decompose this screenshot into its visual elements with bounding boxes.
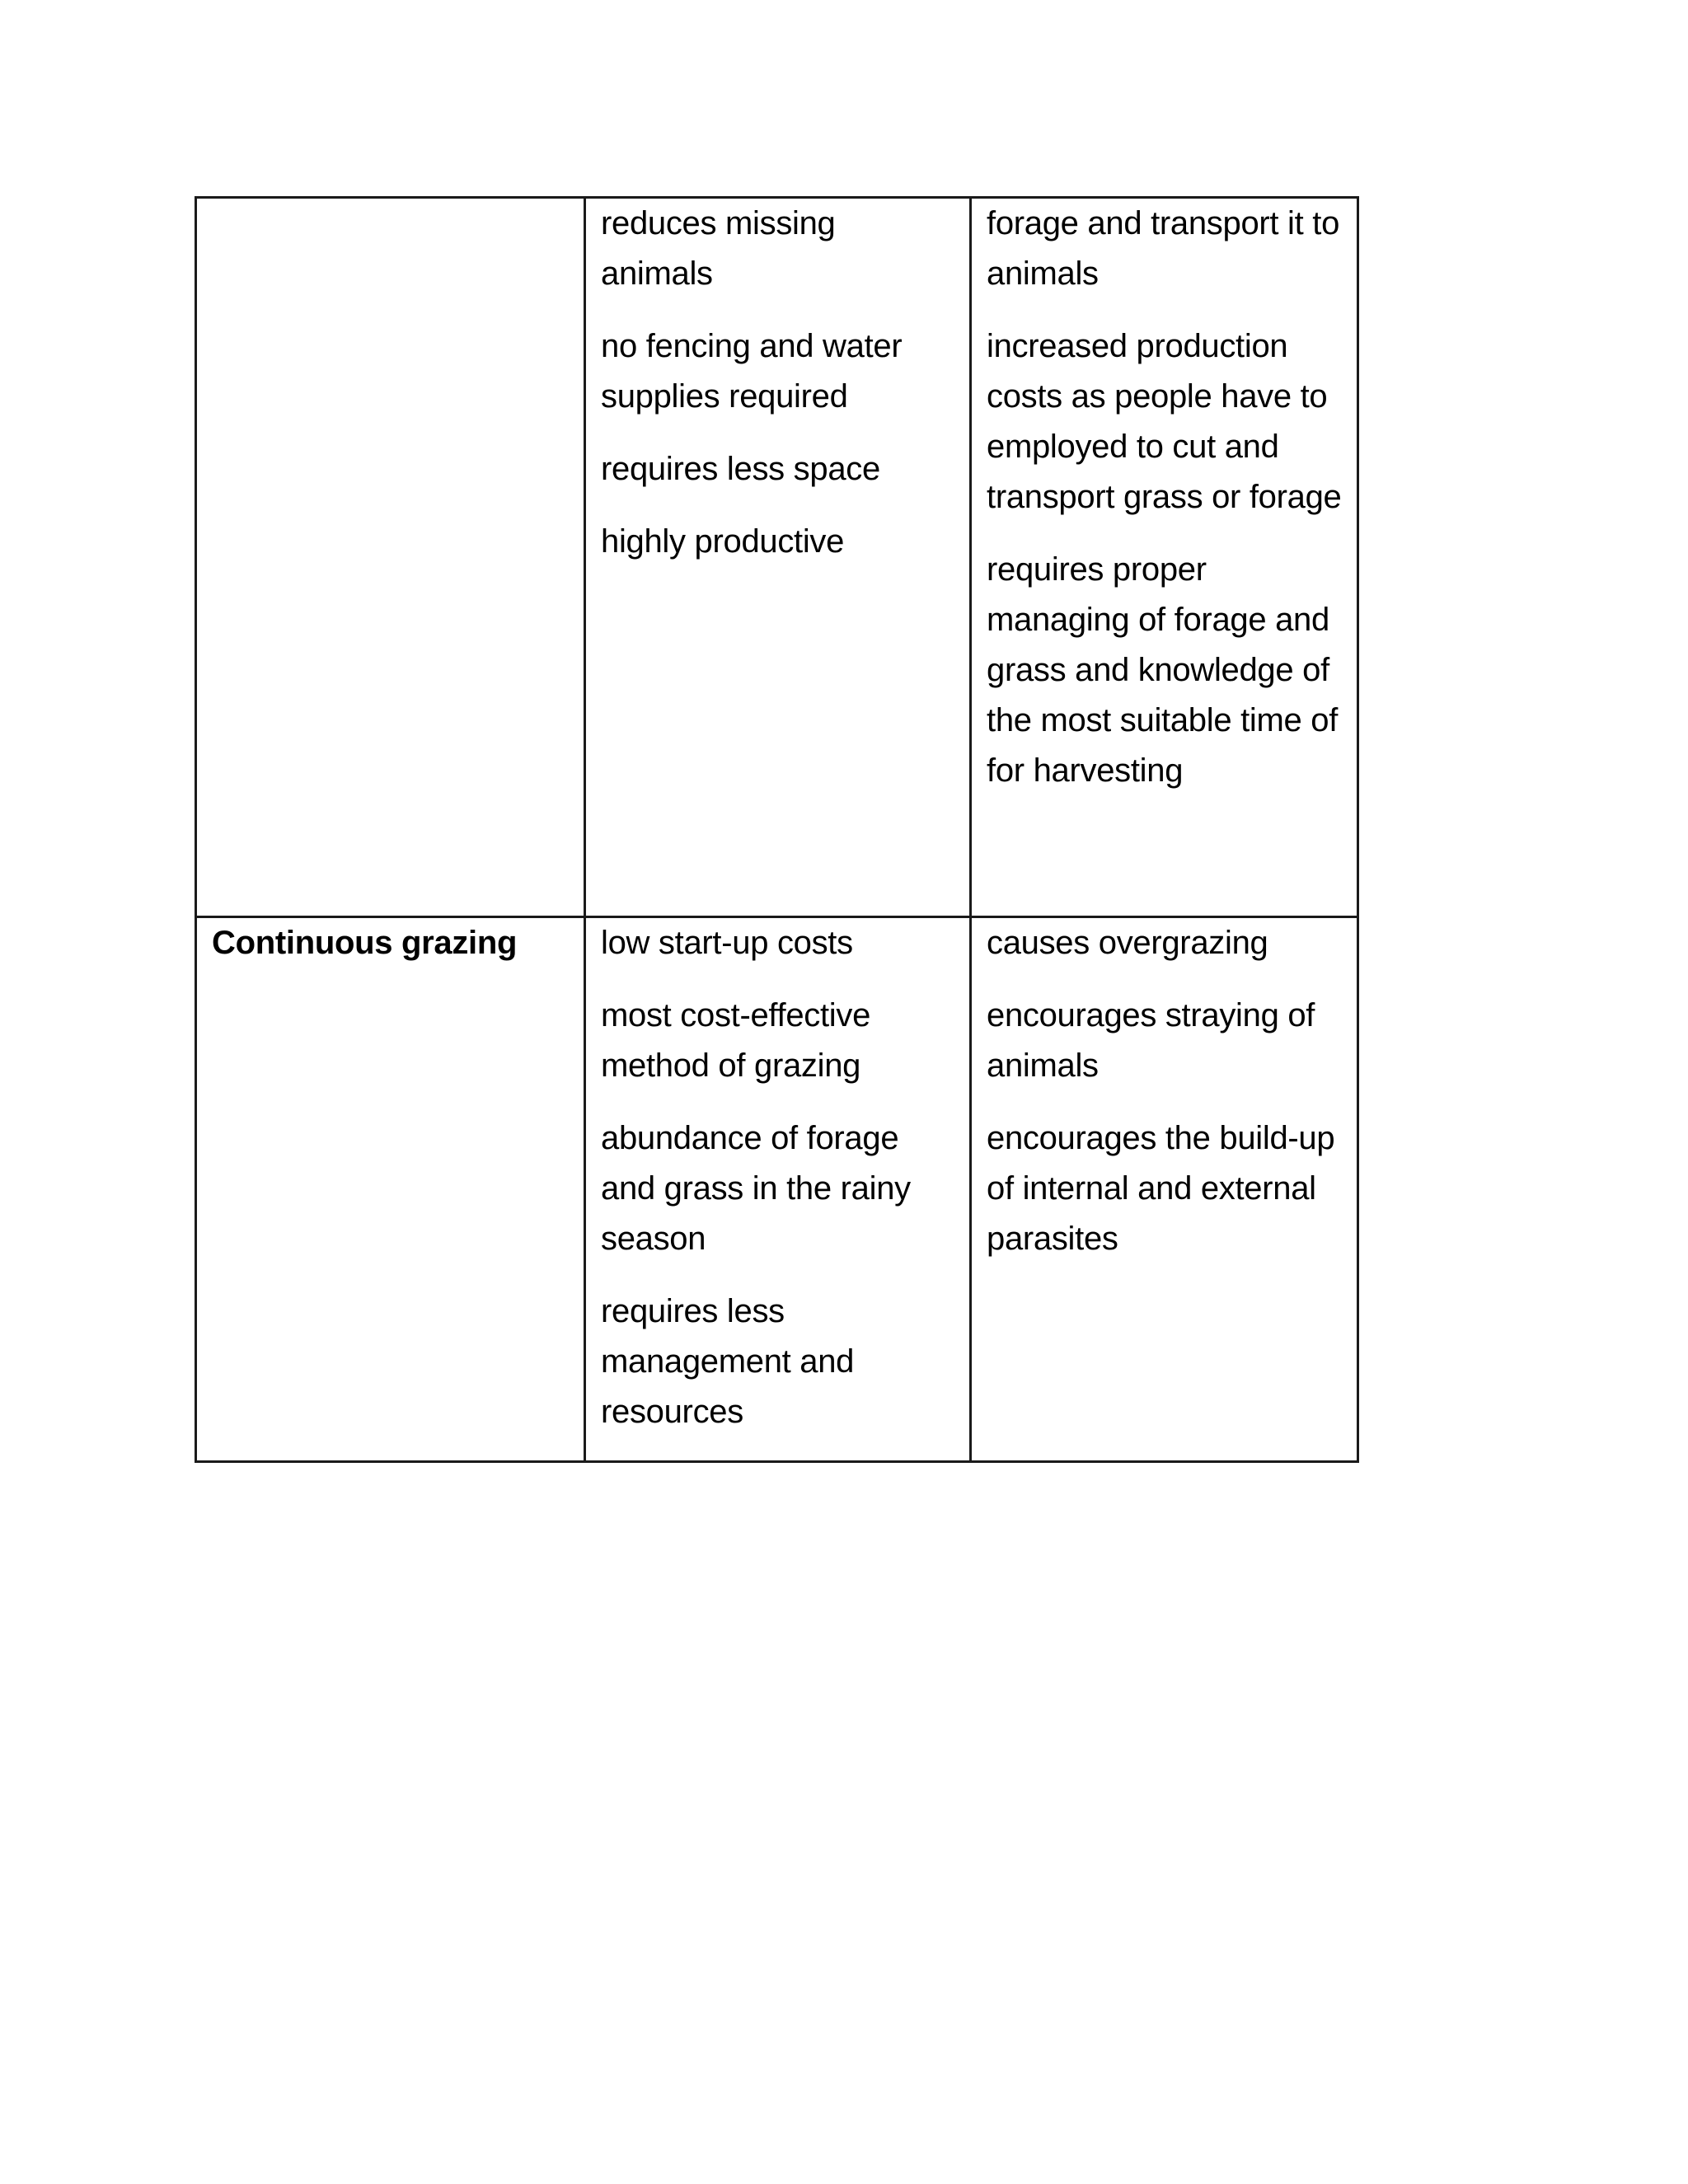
advantage-item: most cost-effective method of grazing [601,997,871,1084]
advantage-item: requires less management and resources [601,1293,855,1430]
table-row [196,917,1358,1462]
disadvantages-cell [971,917,1358,1462]
disadvantage-item: forage and transport it to animals [987,205,1340,292]
advantages-cell [585,198,971,917]
disadvantages-cell [971,198,1358,917]
advantage-item: abundance of forage and grass in the rainy season [601,1120,911,1257]
method-name: Continuous grazing [212,925,518,961]
advantage-item: highly productive [601,523,845,560]
advantage-item: reduces missing animals [601,205,836,292]
disadvantage-item: increased production costs as people have to employed to cut and transport grass or forage [987,328,1342,515]
table-row [196,198,1358,917]
advantages-cell [585,917,971,1462]
disadvantage-item: encourages straying of animals [987,997,1315,1084]
advantage-item: requires less space [601,451,880,487]
method-cell [196,198,585,917]
disadvantage-item: requires proper managing of forage and grass and knowledge of the most suitable time of for harvesting [987,551,1339,789]
disadvantage-item: causes overgrazing [987,925,1268,961]
method-cell [196,917,585,1462]
grazing-methods-table [195,196,1359,1463]
advantage-item: low start-up costs [601,925,853,961]
advantage-item: no fencing and water supplies required [601,328,903,415]
disadvantage-item: encourages the build-up of internal and external parasites [987,1120,1335,1257]
